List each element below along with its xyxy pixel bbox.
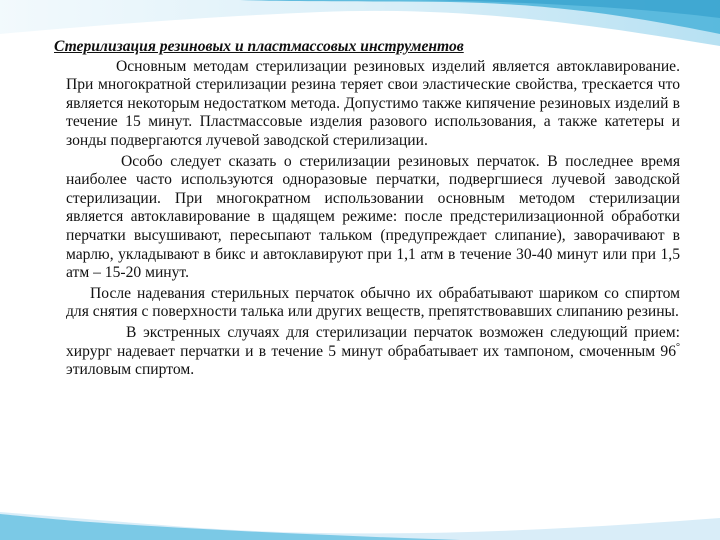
paragraph-rubber-sterilization: Основным методам стерилизации резиновых изделий является автоклавирование. При многократной стерилизации резина теряет свои эластические свойства, трескается что является некоторым недостатком метода. Допустимо также кипячение резиновых изделий в течение 15 минут. Пластмассовые изделия разового использования, а также катетеры и зонды подвергаются лучевой заводской стерилизации.: [66, 57, 680, 149]
emergency-text-before: В экстренных случаях для стерилизации перчаток возможен следующий прием: хирург надевает перчатки и в течение 5 минут обрабатывает их тампоном, смоченным 96: [66, 323, 680, 360]
slide-content: [54, 38, 680, 382]
paragraph-after-putting-on-gloves: После надевания стерильных перчаток обычно их обрабатывают шариком со спиртом для снятия с поверхности талька или других веществ, препятствовавших слипанию резины.: [66, 284, 680, 321]
paragraph-gloves-sterilization: Особо следует сказать о стерилизации резиновых перчаток. В последнее время наиболее часто используются одноразовые перчатки, подвергшиеся лучевой заводской стерилизации. При многократном использовании основным методом стерилизации является автоклавирование в щадящем режиме: после предстерилизационной обработки перчатки высушивают, пересыпают тальком (предупреждает слипание), заворачивают в марлю, укладывают в бикс и автоклавируют при 1,1 атм в течение 30-40 минут или при 1,5 атм – 15-20 минут.: [66, 152, 680, 282]
degree-sign: °: [676, 341, 680, 353]
slide-title: Стерилизация резиновых и пластмассовых инструментов: [54, 38, 464, 55]
paragraph-emergency-cases: [66, 324, 680, 380]
emergency-text-after: этиловым спиртом.: [66, 361, 195, 379]
